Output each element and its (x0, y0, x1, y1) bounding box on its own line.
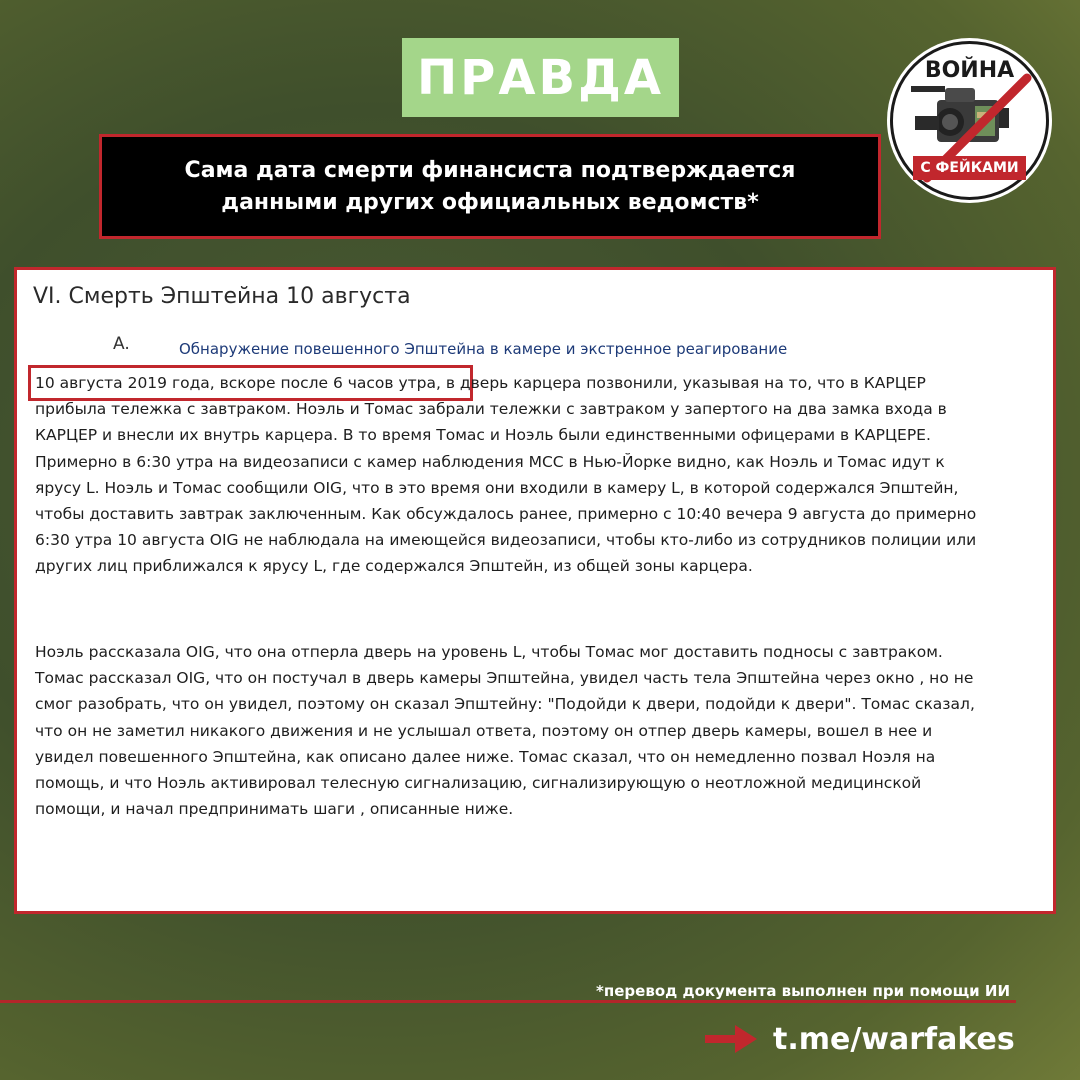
channel-link[interactable]: t.me/warfakes (773, 1021, 1015, 1057)
headline-box (99, 134, 881, 239)
verdict-badge (402, 38, 679, 117)
footnote-divider (0, 1000, 1016, 1003)
highlighted-date-text: 10 августа 2019 года, вскоре после 6 часов утра, (35, 374, 441, 392)
paragraph-1-text: в дверь карцера позвонили, указывая на то, что в КАРЦЕР прибыла тележка с завтраком. Ноэль и Томас забрали тележки с завтраком у запертого на два замка входа в КАРЦЕР и внесли их внутрь карцера. В то время Томас и Ноэль были единственными офицерами в КАРЦЕРЕ. Примерно в 6:30 утра на видеозаписи с камер наблюдения MCC в Нью-Йорке видно, как Ноэль и Томас идут к ярусу L. Ноэль и Томас сообщили OIG, что в это время они входили в камеру L, в которой содержался Эпштейн, чтобы доставить завтрак заключенным. Как обсуждалось ранее, примерно с 10:40 вечера 9 августа до примерно 6:30 утра 10 августа OIG не наблюдала на имеющейся видеозаписи, чтобы кто-либо из сотрудников полиции или других лиц приближался к ярусу L, где содержался Эпштейн, из общей зоны карцера. (35, 374, 977, 576)
paragraph-1 (35, 370, 995, 580)
channel-logo (887, 38, 1052, 203)
section-title: Обнаружение повешенного Эпштейна в камере и экстренное реагирование (179, 340, 788, 358)
logo-top-text: ВОЙНА (924, 58, 1015, 83)
document-heading: VI. Смерть Эпштейна 10 августа (33, 284, 411, 309)
document-screenshot (14, 267, 1056, 914)
logo-bottom-text: С ФЕЙКАМИ (913, 156, 1026, 180)
paragraph-2: Ноэль рассказала OIG, что она отперла дверь на уровень L, чтобы Томас мог доставить подносы с завтраком. Томас рассказал OIG, что он постучал в дверь камеры Эпштейна, увидел часть тела Эпштейна через окно , но не смог разобрать, что он увидел, поэтому он сказал Эпштейну: "Подойди к двери, подойди к двери". Томас сказал, что он не заметил никакого движения и не услышал ответа, поэтому он отпер дверь камеры, вошел в нее и увидел повешенного Эпштейна, как описано далее ниже. Томас сказал, что он немедленно позвал Ноэля на помощь, и что Ноэль активировал телесную сигнализацию, сигнализирующую о неотложной медицинской помощи, и начал предпринимать шаги , описанные ниже. (35, 643, 975, 819)
headline: Сама дата смерти финансиста подтверждается данными других официальных ведомств* (184, 157, 796, 215)
arrow-right-icon (705, 1025, 757, 1053)
footnote: *перевод документа выполнен при помощи ИИ (596, 982, 1010, 1000)
verdict-label: ПРАВДА (417, 49, 664, 106)
section-letter: A. (113, 334, 130, 354)
channel-link-row[interactable] (705, 1014, 1015, 1064)
